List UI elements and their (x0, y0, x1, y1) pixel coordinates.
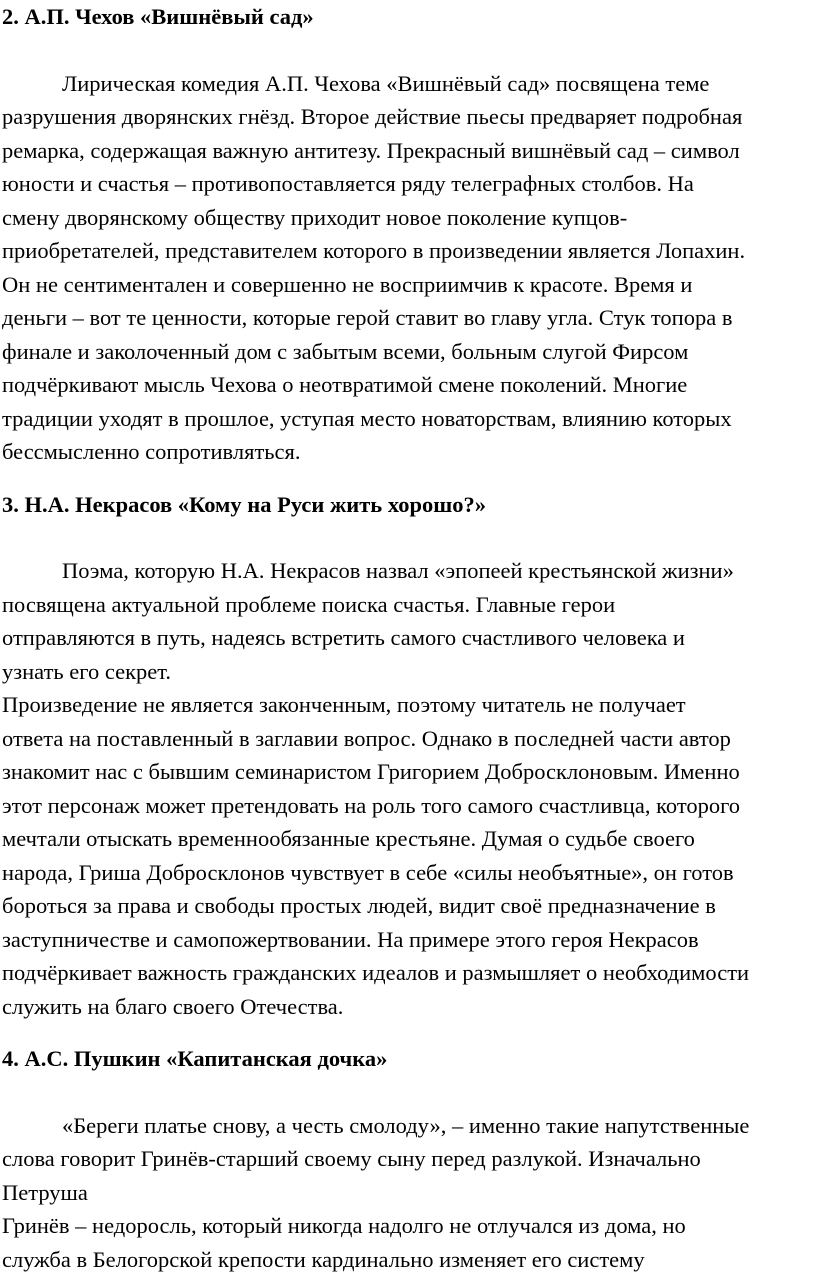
text-line: бессмысленно сопротивляться. (2, 435, 814, 469)
text-line: ремарка, содержащая важную антитезу. Прекрасный вишнёвый сад – символ (2, 134, 814, 168)
text-line: юности и счастья – противопоставляется ряду телеграфных столбов. На (2, 167, 814, 201)
text-line: бороться за права и свободы простых людей, видит своё предназначение в (2, 889, 814, 923)
text-line: разрушения дворянских гнёзд. Второе действие пьесы предваряет подробная (2, 100, 814, 134)
text-line: ответа на поставленный в заглавии вопрос. Однако в последней части автор (2, 722, 814, 756)
text-line: Он не сентиментален и совершенно не восприимчив к красоте. Время и (2, 268, 814, 302)
spacer (2, 521, 814, 554)
text-line: традиции уходят в прошлое, уступая место новаторствам, влиянию которых (2, 402, 814, 436)
text-line: «Береги платье снову, а честь смолоду», – именно такие напутственные (2, 1109, 814, 1143)
paragraph (2, 1209, 814, 1276)
paragraph (2, 688, 814, 1023)
paragraph (2, 67, 814, 469)
text-line: Поэма, которую Н.А. Некрасов назвал «эпопеей крестьянской жизни» (2, 554, 814, 588)
text-line: знакомит нас с бывшим семинаристом Григорием Добросклоновым. Именно (2, 755, 814, 789)
spacer (2, 34, 814, 67)
section-pushkin (2, 1042, 814, 1276)
section-chekhov (2, 0, 814, 469)
text-line: этот персонаж может претендовать на роль того самого счастливца, которого (2, 789, 814, 823)
section-heading: 3. Н.А. Некрасов «Кому на Руси жить хорошо?» (2, 488, 814, 522)
text-line: приобретателей, представителем которого в произведении является Лопахин. (2, 234, 814, 268)
text-line: Произведение не является законченным, поэтому читатель не получает (2, 688, 814, 722)
text-line: смену дворянскому обществу приходит новое поколение купцов- (2, 201, 814, 235)
text-line: народа, Гриша Добросклонов чувствует в себе «силы необъятные», он готов (2, 856, 814, 890)
text-line: Петруша (2, 1176, 814, 1210)
text-line: подчёркивает важность гражданских идеалов и размышляет о необходимости (2, 956, 814, 990)
text-line: Лирическая комедия А.П. Чехова «Вишнёвый сад» посвящена теме (2, 67, 814, 101)
section-heading: 2. А.П. Чехов «Вишнёвый сад» (2, 0, 814, 34)
text-line: отправляются в путь, надеясь встретить самого счастливого человека и (2, 621, 814, 655)
section-nekrasov (2, 488, 814, 1024)
text-line: посвящена актуальной проблеме поиска счастья. Главные герои (2, 588, 814, 622)
document-page (2, 0, 814, 1276)
text-line: слова говорит Гринёв-старший своему сыну перед разлукой. Изначально (2, 1142, 814, 1176)
text-line: финале и заколоченный дом с забытым всеми, больным слугой Фирсом (2, 335, 814, 369)
spacer (2, 469, 814, 488)
text-line: мечтали отыскать временнообязанные крестьяне. Думая о судьбе своего (2, 822, 814, 856)
paragraph (2, 554, 814, 688)
text-line: Гринёв – недоросль, который никогда надолго не отлучался из дома, но (2, 1209, 814, 1243)
text-line: деньги – вот те ценности, которые герой ставит во главу угла. Стук топора в (2, 301, 814, 335)
section-heading: 4. А.С. Пушкин «Капитанская дочка» (2, 1042, 814, 1076)
text-line: служба в Белогорской крепости кардинально изменяет его систему (2, 1243, 814, 1276)
spacer (2, 1023, 814, 1042)
text-line: служить на благо своего Отечества. (2, 990, 814, 1024)
text-line: заступничестве и самопожертвовании. На примере этого героя Некрасов (2, 923, 814, 957)
paragraph (2, 1109, 814, 1210)
spacer (2, 1076, 814, 1109)
text-line: узнать его секрет. (2, 655, 814, 689)
text-line: подчёркивают мысль Чехова о неотвратимой смене поколений. Многие (2, 368, 814, 402)
